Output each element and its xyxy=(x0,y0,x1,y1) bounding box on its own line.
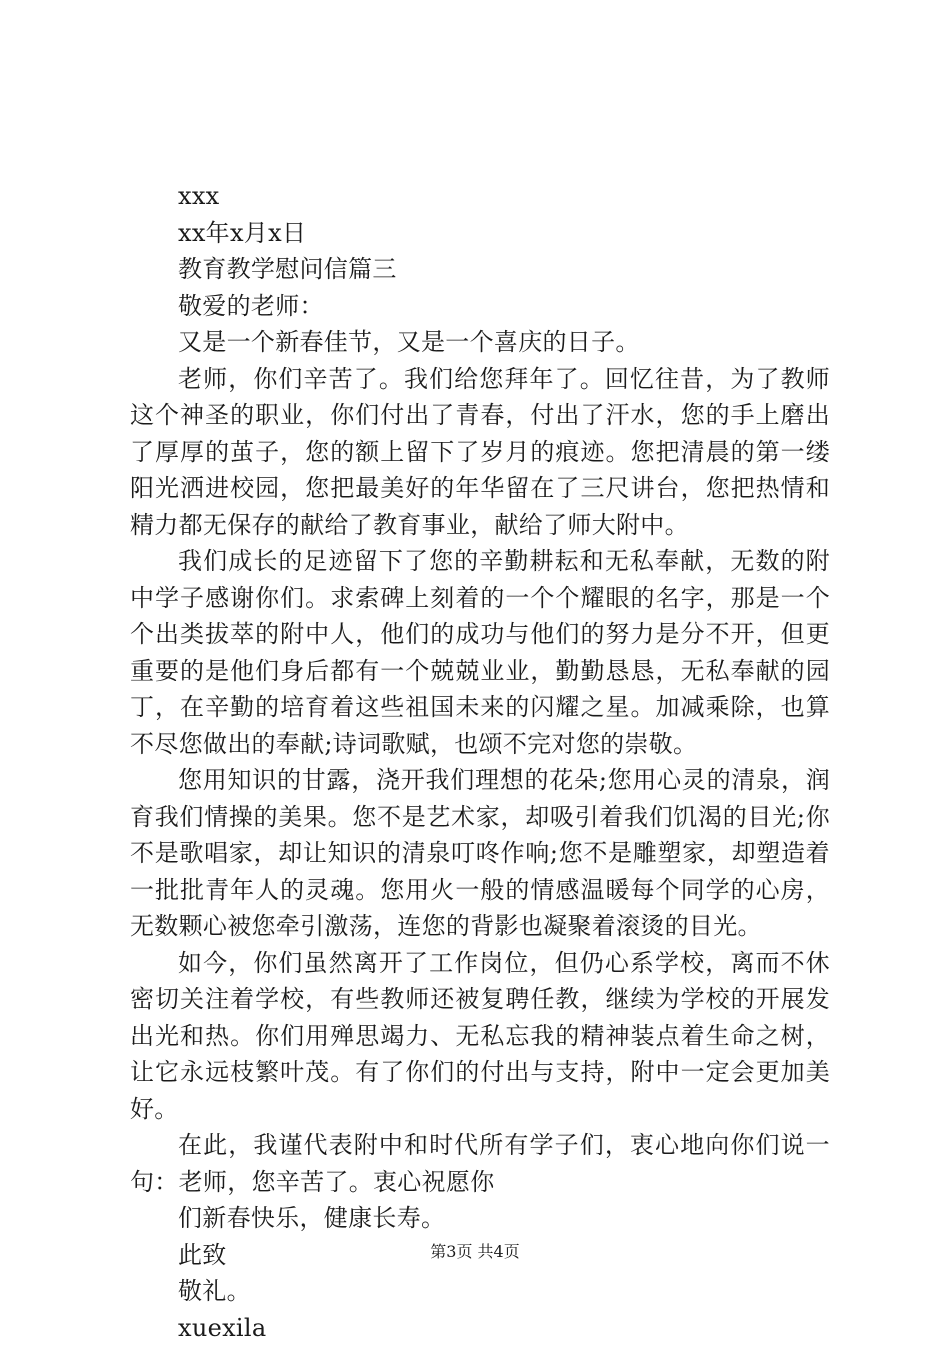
signature: xuexila xyxy=(130,1310,830,1346)
paragraph-1: 又是一个新春佳节，又是一个喜庆的日子。 xyxy=(130,324,830,361)
letter-body xyxy=(130,178,830,1346)
paragraph-6: 在此，我谨代表附中和时代所有学子们，衷心地向你们说一句：老师，您辛苦了。衷心祝愿你 xyxy=(130,1127,830,1200)
paragraph-4: 您用知识的甘露，浇开我们理想的花朵;您用心灵的清泉，润育我们情操的美果。您不是艺术家，却吸引着我们饥渴的目光;你不是歌唱家，却让知识的清泉叮咚作响;您不是雕塑家，却塑造着一批批青年人的灵魂。您用火一般的情感温暖每个同学的心房，无数颗心被您牵引激荡，连您的背影也凝聚着滚烫的目光。 xyxy=(130,762,830,945)
date-line: xx年x月x日 xyxy=(130,215,830,252)
paragraph-5: 如今，你们虽然离开了工作岗位，但仍心系学校，离而不休密切关注着学校，有些教师还被复聘任教，继续为学校的开展发出光和热。你们用殚思竭力、无私忘我的精神装点着生命之树，让它永远枝繁叶茂。有了你们的付出与支持，附中一定会更加美好。 xyxy=(130,945,830,1128)
paragraph-3: 我们成长的足迹留下了您的辛勤耕耘和无私奉献，无数的附中学子感谢你们。求索碑上刻着的一个个耀眼的名字，那是一个个出类拔萃的附中人，他们的成功与他们的努力是分不开，但更重要的是他们身后都有一个兢兢业业，勤勤恳恳，无私奉献的园丁，在辛勤的培育着这些祖国未来的闪耀之星。加减乘除，也算不尽您做出的奉献;诗词歌赋，也颂不完对您的崇敬。 xyxy=(130,543,830,762)
section-title: 教育教学慰问信篇三 xyxy=(130,251,830,288)
salutation: 敬爱的老师： xyxy=(130,288,830,325)
paragraph-2: 老师，你们辛苦了。我们给您拜年了。回忆往昔，为了教师这个神圣的职业，你们付出了青春，付出了汗水，您的手上磨出了厚厚的茧子，您的额上留下了岁月的痕迹。您把清晨的第一缕阳光洒进校园，您把最美好的年华留在了三尺讲台，您把热情和精力都无保存的献给了教育事业，献给了师大附中。 xyxy=(130,361,830,544)
sender-placeholder: xxx xyxy=(130,178,830,215)
closing-cizhi: 此致 xyxy=(130,1237,830,1274)
closing-wish: 们新春快乐，健康长寿。 xyxy=(130,1200,830,1237)
page-number: 第3页 共4页 xyxy=(0,1242,950,1262)
closing-jingli: 敬礼。 xyxy=(130,1273,830,1310)
